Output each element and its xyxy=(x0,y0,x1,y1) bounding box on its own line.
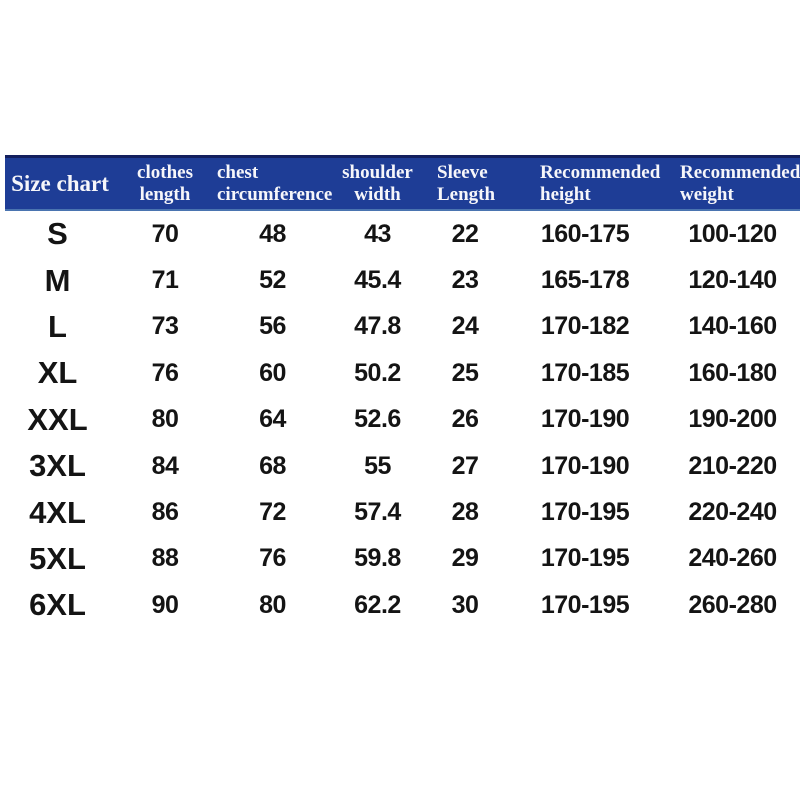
table-row xyxy=(0,304,800,350)
clothes-length-cell: 76 xyxy=(151,358,179,387)
recommended-weight-cell: 120-140 xyxy=(688,266,777,295)
header-cell-recommended-height xyxy=(505,158,665,209)
size-cell: 5XL xyxy=(29,540,86,576)
recommended-weight-cell: 140-160 xyxy=(688,312,777,341)
sleeve-length-cell: 27 xyxy=(451,451,479,480)
header-label: Length xyxy=(437,183,496,205)
sleeve-length-cell: 22 xyxy=(451,219,479,248)
recommended-weight-cell: 210-220 xyxy=(688,451,777,480)
size-cell: XL xyxy=(37,355,78,391)
chest-circumference-cell: 76 xyxy=(259,544,286,573)
header-cell-recommended-weight xyxy=(665,158,800,209)
header-label: length xyxy=(139,183,191,205)
shoulder-width-cell: 59.8 xyxy=(354,544,401,573)
table-row xyxy=(0,211,800,257)
recommended-height-cell: 170-185 xyxy=(540,358,630,387)
recommended-weight-cell: 240-260 xyxy=(688,544,777,573)
clothes-length-cell: 90 xyxy=(151,590,179,619)
clothes-length-cell: 80 xyxy=(151,405,179,434)
recommended-weight-cell: 100-120 xyxy=(688,219,777,248)
sleeve-length-cell: 25 xyxy=(451,358,479,387)
clothes-length-cell: 73 xyxy=(151,312,179,341)
recommended-weight-cell: 260-280 xyxy=(688,590,777,619)
header-label: width xyxy=(354,183,401,205)
header-label: shoulder xyxy=(342,161,413,183)
table-row xyxy=(0,582,800,628)
table-row xyxy=(0,350,800,396)
sleeve-length-cell: 23 xyxy=(451,266,479,295)
header-label: chest xyxy=(217,161,259,183)
table-body xyxy=(0,211,800,629)
shoulder-width-cell: 62.2 xyxy=(354,590,401,619)
size-cell: 6XL xyxy=(29,587,86,623)
sleeve-length-cell: 28 xyxy=(451,498,479,527)
chest-circumference-cell: 64 xyxy=(259,405,286,434)
header-label: clothes xyxy=(137,161,193,183)
table-row xyxy=(0,489,800,535)
shoulder-width-cell: 52.6 xyxy=(354,405,401,434)
recommended-weight-cell: 160-180 xyxy=(688,358,777,387)
shoulder-width-cell: 50.2 xyxy=(354,358,401,387)
table-row xyxy=(0,397,800,443)
clothes-length-cell: 84 xyxy=(151,451,179,480)
header-cell-chest-circumference xyxy=(215,158,333,209)
header-cell-shoulder-width xyxy=(330,158,425,209)
sleeve-length-cell: 30 xyxy=(451,590,479,619)
header-cell-sleeve-length xyxy=(425,158,505,209)
size-cell: 4XL xyxy=(29,494,86,530)
shoulder-width-cell: 47.8 xyxy=(354,312,401,341)
sleeve-length-cell: 29 xyxy=(451,544,479,573)
recommended-height-cell: 165-178 xyxy=(540,266,630,295)
size-cell: XXL xyxy=(27,401,88,437)
table-header xyxy=(5,155,800,211)
clothes-length-cell: 88 xyxy=(151,544,179,573)
chest-circumference-cell: 80 xyxy=(259,590,286,619)
shoulder-width-cell: 55 xyxy=(364,451,391,480)
recommended-weight-cell: 190-200 xyxy=(688,405,777,434)
recommended-height-cell: 170-195 xyxy=(540,498,630,527)
table-row xyxy=(0,443,800,489)
size-cell: M xyxy=(44,262,71,298)
recommended-height-cell: 160-175 xyxy=(540,219,630,248)
size-cell: L xyxy=(48,308,67,344)
header-cell-clothes-length xyxy=(115,158,215,209)
table-row xyxy=(0,257,800,303)
shoulder-width-cell: 45.4 xyxy=(354,266,401,295)
recommended-height-cell: 170-190 xyxy=(540,451,630,480)
header-label: Recommended xyxy=(680,161,800,183)
clothes-length-cell: 70 xyxy=(151,219,179,248)
recommended-height-cell: 170-190 xyxy=(540,405,630,434)
chest-circumference-cell: 60 xyxy=(259,358,286,387)
shoulder-width-cell: 57.4 xyxy=(354,498,401,527)
size-cell: 3XL xyxy=(29,448,86,484)
clothes-length-cell: 71 xyxy=(151,266,179,295)
header-label: Sleeve xyxy=(437,161,488,183)
header-cell-size-chart xyxy=(5,158,115,209)
chest-circumference-cell: 52 xyxy=(259,266,286,295)
header-label: weight xyxy=(680,183,734,205)
recommended-height-cell: 170-195 xyxy=(540,544,630,573)
header-label: height xyxy=(540,183,591,205)
sleeve-length-cell: 24 xyxy=(451,312,479,341)
recommended-height-cell: 170-182 xyxy=(540,312,630,341)
size-cell: S xyxy=(47,216,68,252)
header-label: Size chart xyxy=(11,170,109,196)
chest-circumference-cell: 48 xyxy=(259,219,286,248)
clothes-length-cell: 86 xyxy=(151,498,179,527)
chest-circumference-cell: 56 xyxy=(259,312,286,341)
shoulder-width-cell: 43 xyxy=(364,219,391,248)
header-label: circumference xyxy=(217,183,333,205)
recommended-height-cell: 170-195 xyxy=(540,590,630,619)
sleeve-length-cell: 26 xyxy=(451,405,479,434)
table-row xyxy=(0,536,800,582)
recommended-weight-cell: 220-240 xyxy=(688,498,777,527)
chest-circumference-cell: 68 xyxy=(259,451,286,480)
header-label: Recommended xyxy=(540,161,661,183)
chest-circumference-cell: 72 xyxy=(259,498,286,527)
